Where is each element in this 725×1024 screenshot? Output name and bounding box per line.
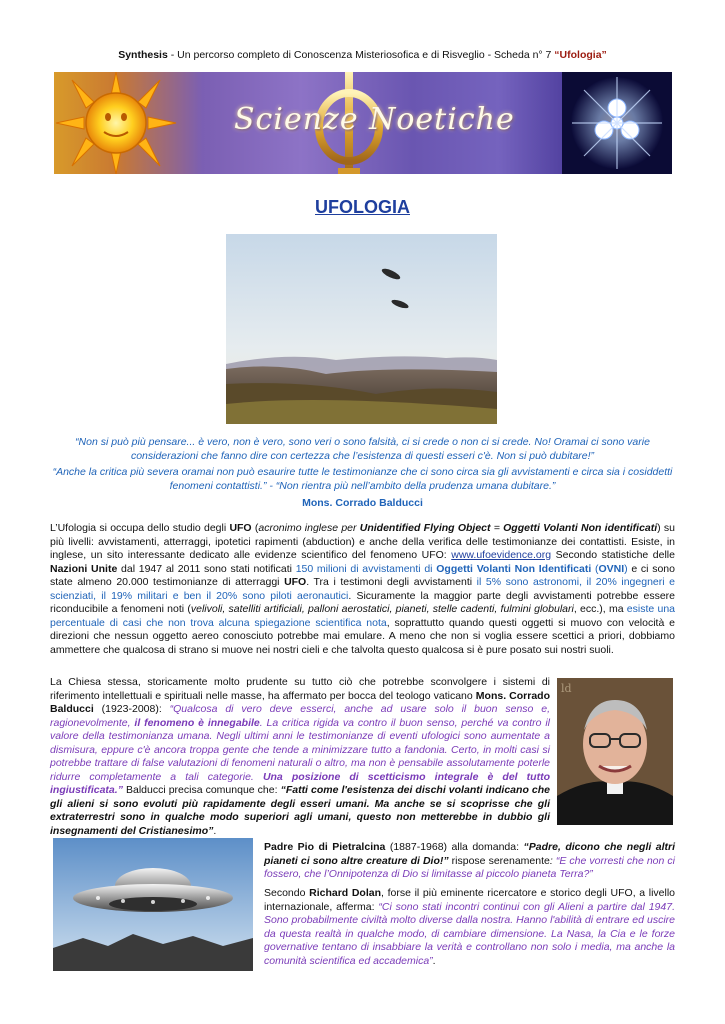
quote-2: “Anche la critica più severa oramai non può esaurire tutte le testimonianze che ci sono circa sia gli avvistamenti e circa sia i cosiddetti fenomeni contattisti.” - “Non rientra più nell’ambito della prudenza umana dubitare.”	[52, 466, 673, 492]
paragraph-richard-dolan: Secondo Richard Dolan, forse il più eminente ricercatore e storico degli UFO, a livello internazionale, afferma: “Ci sono stati incontri continui con gli Alieni a partire dal 1947. Sono probabilmente civiltà molto diverse dalla nostra. Hanno l'abilità di entrare ed uscire da questa realtà in qualche modo, di cambiare dimensione. La Nasa, la Cia e le forze governative tentano di insabbiare la verità e controllano non solo i media, ma anche la comunità scientifica ed accademica”.	[264, 887, 676, 967]
sun-icon	[56, 72, 176, 174]
banner	[54, 72, 672, 174]
paragraph-padre-pio: Padre Pio di Pietralcina (1887-1968) alla domanda: “Padre, dicono che negli altri pianeti ci sono altre creature di Dio!” rispose serenamente: “E che vorresti che non ci fossero, che l’Onnipotenza di Dio si limitasse al piccolo pianeta Terra?”	[264, 841, 676, 880]
paragraph-church: La Chiesa stessa, storicamente molto prudente su tutto ciò che potrebbe sconvolgere i sistemi di riferimento intellettuali e spirituali nelle masse, ha affermato per bocca del teologo vaticano Mons. Corrado Balducci (1923-2008): “Qualcosa di vero deve esserci, anche ad usare solo il buon senso e, ragionevolmente, il fenomeno è innegabile. La critica rigida va contro il buon senso, perché va contro il valore della testimonianza umana. Negli ultimi anni le testimonianze di eventi ufologici sono aumentate a dismisura, eppure c'è ancora troppa gente che tende a minimizzare tutto a fandonia. Certo, in molti casi si potrebbe trattare di false valutazioni di fenomeni naturali o altro, ma non è pensabile assolutamente poterle ridurre completamente a tali categorie. Una posizione di scetticismo integrale è del tutto ingiustificata.” Balducci precisa comunque che: “Fatti come l'esistenza dei dischi volanti indicano che gli alieni si sono evoluti più rapidamente degli esseri umani. Ma anche se si scoprisse che gli extraterrestri sono in qualche modo superiori agli umani, questo non metterebbe in dubbio gli insegnamenti del Cristianesimo”.	[50, 676, 550, 837]
balducci-portrait	[557, 678, 673, 825]
ufo-sky-photo	[226, 234, 497, 424]
balducci-portrait-art	[557, 678, 673, 825]
flying-saucer-photo-art	[53, 838, 253, 971]
header-series: Synthesis	[118, 49, 168, 61]
document-header	[0, 49, 725, 61]
quote-author: Mons. Corrado Balducci	[302, 497, 423, 509]
svg-text:ld: ld	[561, 682, 572, 695]
ufo-sky-photo-art	[226, 234, 497, 424]
header-description: Un percorso completo di Conoscenza Misteriosofica e di Risveglio - Scheda n° 7	[177, 49, 555, 61]
fractal-icon	[562, 72, 672, 174]
page-title: UFOLOGIA	[315, 197, 410, 217]
banner-title: Scienze Noetiche	[234, 102, 515, 137]
ufoevidence-link[interactable]: www.ufoevidence.org	[451, 549, 552, 561]
flying-saucer-photo	[53, 838, 253, 971]
quote-1: “Non si può più pensare... è vero, non è vero, sono veri o sono falsità, ci si crede o non ci si crede. No! Oramai ci sono varie considerazioni che fanno dire con certezza che l’esistenza di questi esseri c'è. Non si può dubitare!”	[75, 436, 650, 462]
paragraph-intro: L’Ufologia si occupa dello studio degli UFO (acronimo inglese per Unidentified Flying Object = Oggetti Volanti Non identificati) su più livelli: avvistamenti, atterraggi, ipotetici rapimenti (abduction) e anche della verifica delle testimonianze dei contattisti. Esiste, in inglese, un sito interessante dedicato alle evidenze scientifico del fenomeno UFO: www.ufoevidence.org Secondo statistiche delle Nazioni Unite dal 1947 al 2011 sono stati notificati 150 milioni di avvistamenti di Oggetti Volanti Non Identificati (OVNI) e ci sono state almeno 20.000 testimonianze di atterraggi UFO. Tra i testimoni degli avvistamenti il 5% sono astronomi, il 20% ingegneri e scienziati, il 19% militari e ben il 20% sono piloti aeronautici. Sicuramente la maggior parte degli avvistamenti potrebbe essere riconducibile a fenomeni noti (velivoli, satelliti artificiali, palloni aerostatici, pianeti, stelle cadenti, fulmini globulari, ecc.), ma esiste una percentuale di casi che non trova alcuna spiegazione scientifica nota, soprattutto quando questi oggetti si muovo con velocità e direzioni che nessun oggetto aereo conosciuto potrebbe mai emulare. A meno che non si voglia essere scettici a priori, dobbiamo ammettere che qualcosa di strano si muove nei nostri cieli e che talvolta questo qualcosa si è pure posato sui nostri suoli.	[50, 522, 676, 656]
header-separator: -	[167, 49, 178, 61]
header-topic: “Ufologia”	[554, 49, 607, 61]
